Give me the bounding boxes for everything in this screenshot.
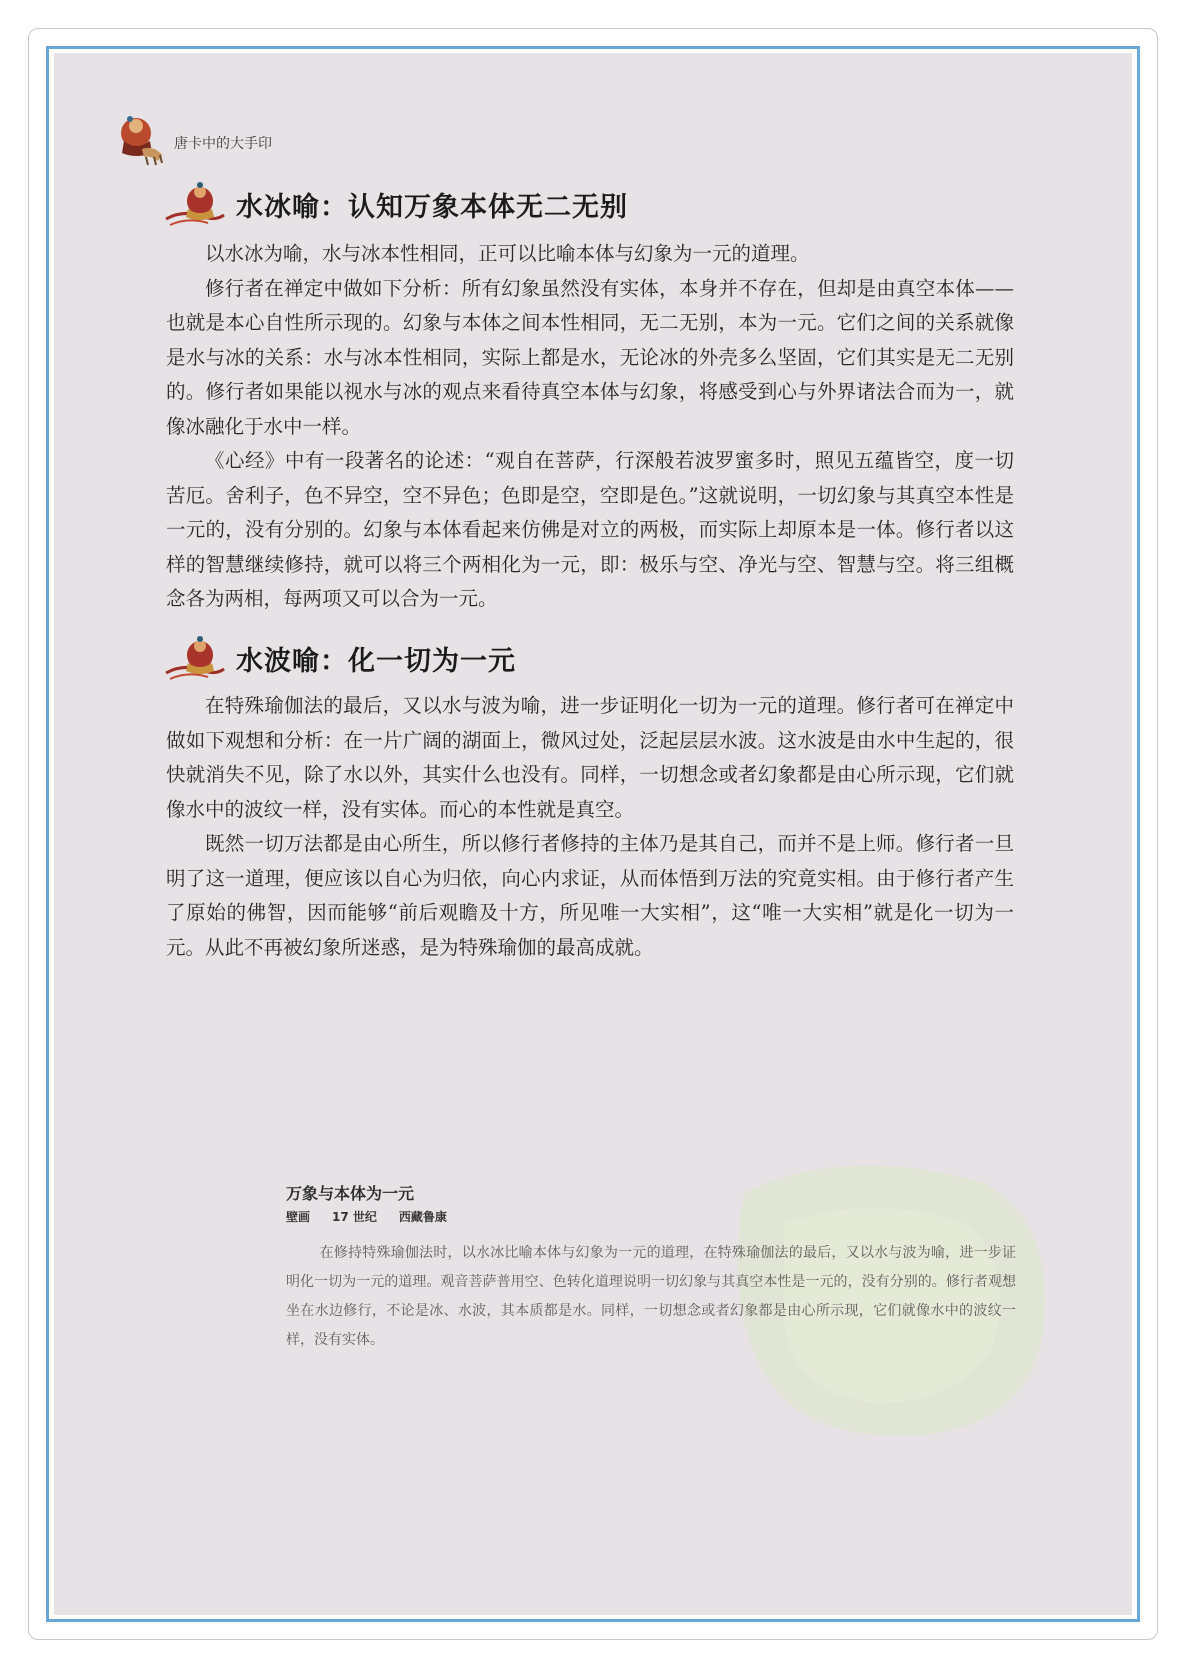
running-head <box>116 111 272 167</box>
deity-emblem-icon <box>164 179 226 229</box>
caption-medium: 壁画 <box>286 1210 311 1224</box>
section-1-title: 水冰喻：认知万象本体无二无别 <box>236 191 628 223</box>
section-2-title: 水波喻：化一切为一元 <box>236 645 516 677</box>
paragraph: 《心经》中有一段著名的论述：“观自在菩萨，行深般若波罗蜜多时，照见五蕴皆空，度一切苦厄。舍利子，色不异空，空不异色；色即是空，空即是色。”这就说明，一切幻象与其真空本性是一元的，没有分别的。幻象与本体看起来仿佛是对立的两极，而实际上却原本是一体。修行者以这样的智慧继续修持，就可以将三个两相化为一元，即：极乐与空、净光与空、智慧与空。将三组概念各为两相，每两项又可以合为一元。 <box>166 449 1014 610</box>
caption-location: 西藏鲁康 <box>398 1210 447 1224</box>
running-head-title: 唐卡中的大手印 <box>174 136 272 152</box>
paragraph: 修行者在禅定中做如下分析：所有幻象虽然没有实体，本身并不存在，但却是由真空本体——也就是本心自性所示现的。幻象与本体之间本性相同，无二无别，本为一元。它们之间的关系就像是水与冰的关系：水与冰本性相同，实际上都是水，无论冰的外壳多么坚固，它们其实是无二无别的。修行者如果能以视水与冰的观点来看待真空本体与幻象，将感受到心与外界诸法合而为一，就像冰融化于水中一样。 <box>166 276 1014 438</box>
section-heading-water-ice <box>164 179 628 229</box>
caption-title: 万象与本体为一元 <box>286 1184 415 1203</box>
paragraph: 以水冰为喻，水与冰本性相同，正可以比喻本体与幻象为一元的道理。 <box>205 242 810 265</box>
deity-emblem-icon <box>164 633 226 683</box>
caption-meta <box>286 1207 1016 1227</box>
section-2-body <box>166 689 1014 965</box>
figure-caption <box>286 1183 1016 1355</box>
section-heading-water-wave <box>164 633 516 683</box>
deity-vignette-icon <box>116 111 168 167</box>
paragraph: 在特殊瑜伽法的最后，又以水与波为喻，进一步证明化一切为一元的道理。修行者可在禅定中做如下观想和分析：在一片广阔的湖面上，微风过处，泛起层层水波。这水波是由水中生起的，很快就消失不见，除了水以外，其实什么也没有。同样，一切想念或者幻象都是由心所示现，它们就像水中的波纹一样，没有实体。而心的本性就是真空。 <box>166 694 1014 821</box>
section-1-body <box>166 237 1014 617</box>
paragraph: 既然一切万法都是由心所生，所以修行者修持的主体乃是其自己，而并不是上师。修行者一旦明了这一道理，便应该以自心为归依，向心内求证，从而体悟到万法的究竟实相。由于修行者产生了原始的佛智，因而能够“前后观瞻及十方，所见唯一大实相”，这“唯一大实相”就是化一切为一元。从此不再被幻象所迷惑，是为特殊瑜伽的最高成就。 <box>166 832 1014 959</box>
caption-text: 在修持特殊瑜伽法时，以水冰比喻本体与幻象为一元的道理，在特殊瑜伽法的最后，又以水与波为喻，进一步证明化一切为一元的道理。观音菩萨普用空、色转化道理说明一切幻象与其真空本性是一元的，没有分别的。修行者观想坐在水边修行，不论是冰、水波，其本质都是水。同样，一切想念或者幻象都是由心所示现，它们就像水中的波纹一样，没有实体。 <box>286 1245 1016 1348</box>
caption-century: 17 世纪 <box>332 1210 377 1224</box>
book-page <box>54 53 1132 1615</box>
